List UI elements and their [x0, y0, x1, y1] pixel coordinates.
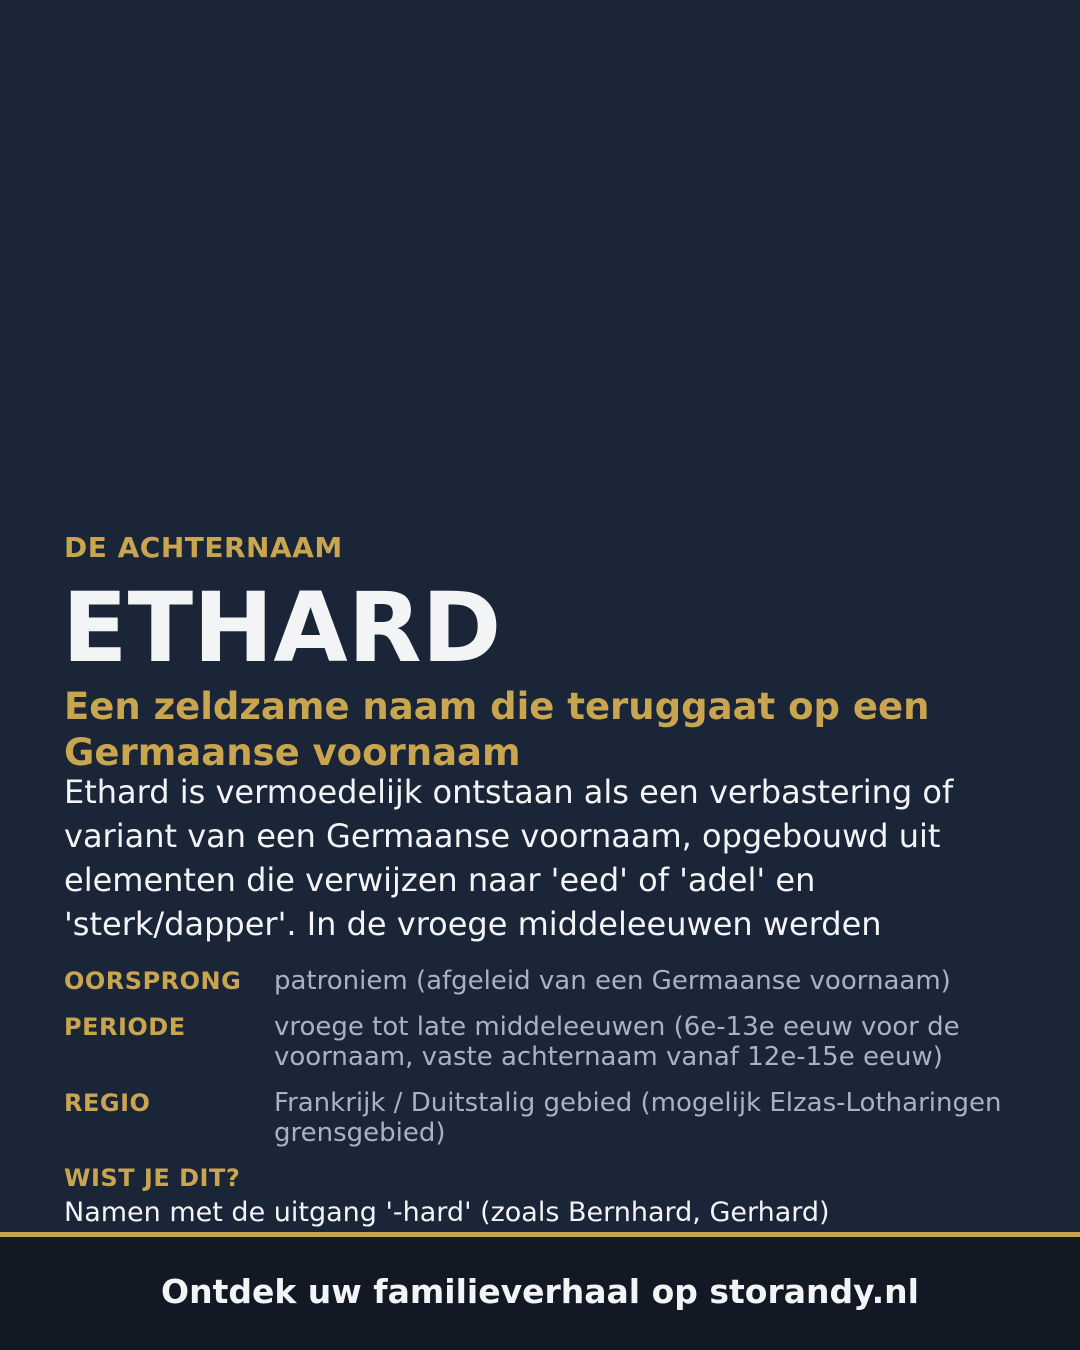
facts-list	[64, 966, 1024, 1164]
fact-value: patroniem (afgeleid van een Germaanse voornaam)	[274, 966, 951, 996]
did-you-know-label: WIST JE DIT?	[64, 1164, 241, 1192]
fact-region	[64, 1088, 1024, 1148]
fact-period	[64, 1012, 1024, 1072]
fact-origin	[64, 966, 1024, 996]
footer-cta-link[interactable]: Ontdek uw familieverhaal op storandy.nl	[161, 1271, 919, 1311]
footer-bar	[0, 1237, 1080, 1350]
subtitle: Een zeldzame naam die teruggaat op een Germaanse voornaam	[64, 685, 930, 774]
did-you-know-text: Namen met de uitgang '-hard' (zoals Bernhard, Gerhard)	[64, 1197, 830, 1228]
fact-label: PERIODE	[64, 1013, 186, 1041]
eyebrow-label: DE ACHTERNAAM	[64, 531, 343, 564]
fact-label: REGIO	[64, 1089, 151, 1117]
fact-value: vroege tot late middeleeuwen (6e-13e eeuw voor de voornaam, vaste achternaam vanaf 12e-15e eeuw)	[274, 1012, 960, 1072]
body-paragraph: Ethard is vermoedelijk ontstaan als een verbastering of variant van een Germaanse voornaam, opgebouwd uit elementen die verwijzen naar 'eed' of 'adel' en 'sterk/dapper'. In de vroege middeleeuwen werden	[64, 773, 954, 943]
surname-title: ETHARD	[62, 572, 502, 684]
fact-value: Frankrijk / Duitstalig gebied (mogelijk Elzas-Lotharingen grensgebied)	[274, 1088, 1002, 1148]
fact-label: OORSPRONG	[64, 967, 242, 995]
